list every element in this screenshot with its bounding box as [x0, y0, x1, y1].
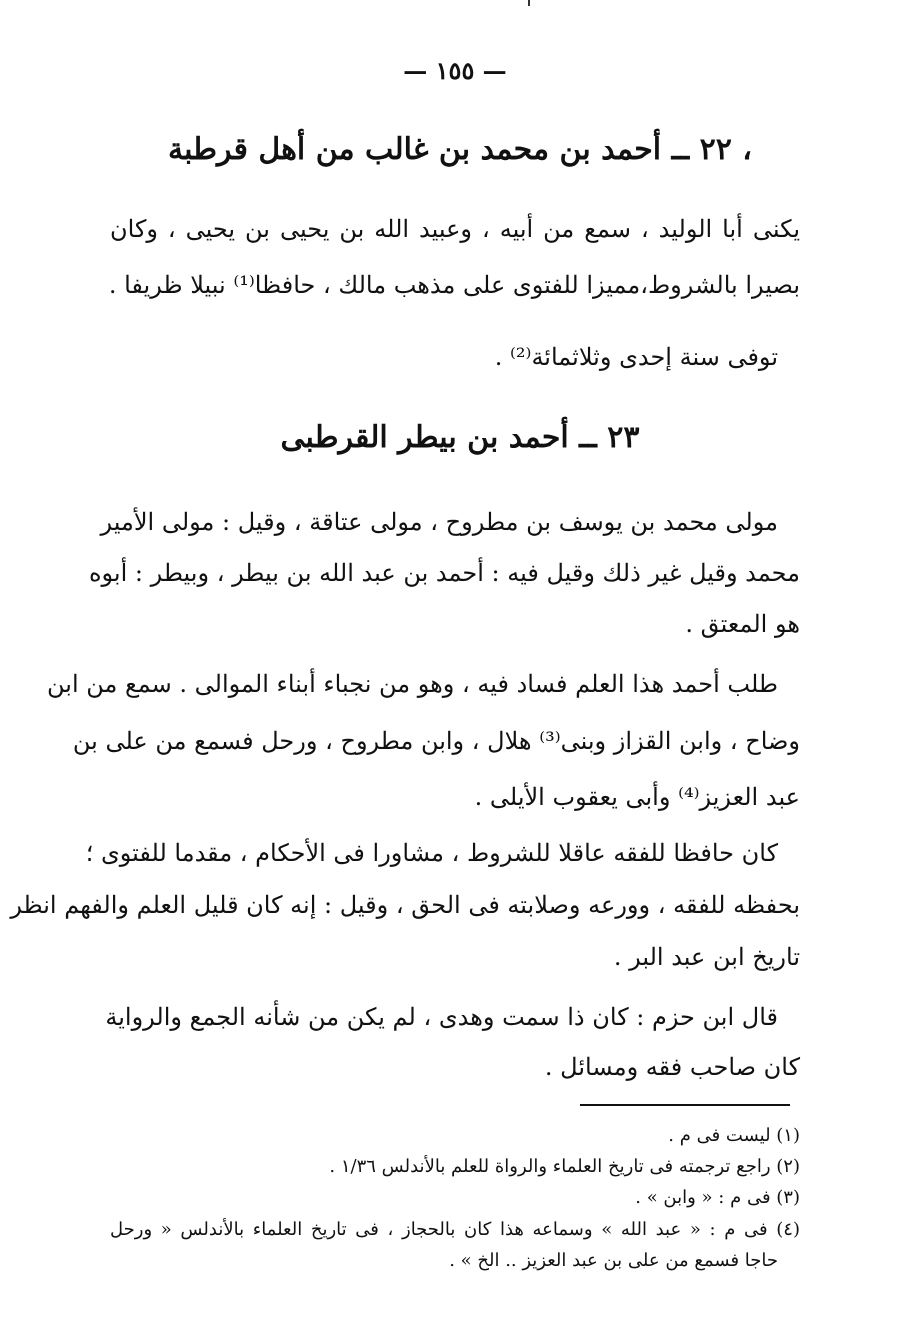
footnote-1: (١) ليست فى م .	[668, 1125, 800, 1146]
footnote-2: (٢) راجع ترجمته فى تاريخ العلماء والرواة للعلم بالأندلس ١/٣٦ .	[329, 1156, 800, 1177]
entry-23-para4-line-1: قال ابن حزم : كان ذا سمت وهدى ، لم يكن من شأنه الجمع والرواية	[105, 1003, 778, 1031]
entry-23-para1-line-2: محمد وقيل غير ذلك وقيل فيه : أحمد بن عبد الله بن بيطر ، وبيطر : أبوه	[88, 559, 800, 587]
entry-23-para3-line-3: تاريخ ابن عبد البر .	[613, 943, 800, 971]
footnote-4-line-1: (٤) فى م : « عبد الله » وسماعه هذا كان بالحجاز ، فى تاريخ العلماء بالأندلس « ورحل	[110, 1219, 800, 1240]
entry-23-para4-line-2: كان صاحب فقه ومسائل .	[544, 1053, 800, 1081]
footnote-4-line-2: حاجا فسمع من على بن عبد العزيز .. الخ » .	[449, 1250, 778, 1271]
footnote-separator	[580, 1104, 790, 1106]
entry-22-title: ، ٢٢ ــ أحمد بن محمد بن غالب من أهل قرطبة	[168, 132, 752, 167]
entry-23-para3-line-2: بحفظه للفقه ، وورعه وصلابته فى الحق ، وقيل : إنه كان قليل العلم والفهم انظر	[10, 891, 800, 919]
entry-23-para1-line-3: هو المعتق .	[685, 610, 800, 638]
entry-23-para2-line-3: عبد العزيز⁽⁴⁾ وأبى يعقوب الأيلى .	[474, 783, 800, 811]
entry-22-line-2: بصيرا بالشروط،مميزا للفتوى على مذهب مالك ، حافظا⁽¹⁾ نبيلا ظريفا .	[108, 271, 800, 299]
entry-23-title: ٢٣ ــ أحمد بن بيطر القرطبى	[280, 420, 640, 455]
entry-22-line-1: يكنى أبا الوليد ، سمع من أبيه ، وعبيد الله بن يحيى بن يحيى ، وكان	[110, 215, 800, 243]
entry-23-para2-line-1: طلب أحمد هذا العلم فساد فيه ، وهو من نجباء أبناء الموالى . سمع من ابن	[47, 670, 778, 698]
entry-23-para3-line-1: كان حافظا للفقه عاقلا للشروط ، مشاورا فى الأحكام ، مقدما للفتوى ؛	[85, 839, 778, 867]
page-number: — ١٥٥ —	[403, 56, 507, 85]
entry-23-para2-line-2: وضاح ، وابن القزاز وبنى⁽³⁾ هلال ، وابن مطروح ، ورحل فسمع من على بن	[72, 727, 800, 755]
footnote-3: (٣) فى م : « وابن » .	[635, 1187, 800, 1208]
scan-mark	[528, 0, 530, 6]
entry-23-para1-line-1: مولى محمد بن يوسف بن مطروح ، مولى عتاقة ، وقيل : مولى الأمير	[100, 508, 778, 536]
entry-22-death: توفى سنة إحدى وثلاثمائة⁽²⁾ .	[494, 343, 778, 371]
